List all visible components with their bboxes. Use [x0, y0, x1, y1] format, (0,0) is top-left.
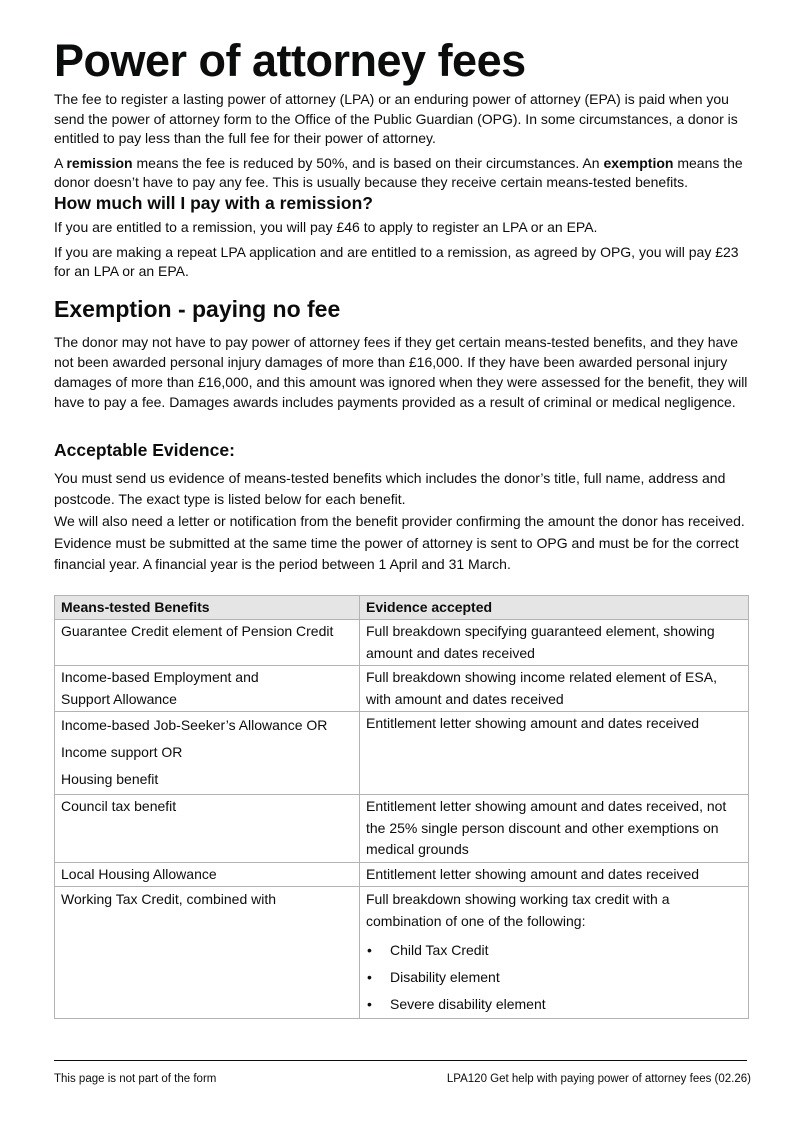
benefit-cell: Local Housing Allowance — [55, 862, 360, 887]
evidence-cell: Entitlement letter showing amount and dates received — [360, 712, 749, 795]
intro-section — [54, 90, 748, 193]
evidence-text: Full breakdown showing working tax credit with a combination of one of the following: — [366, 891, 670, 929]
header-means-tested-benefits: Means-tested Benefits — [55, 596, 360, 620]
table-header-row — [55, 596, 749, 620]
table-row — [55, 862, 749, 887]
table-row — [55, 887, 749, 1019]
list-item: • Severe disability element — [366, 991, 742, 1018]
benefit-cell: Council tax benefit — [55, 795, 360, 863]
evidence-cell: Full breakdown specifying guaranteed element, showing amount and dates received — [360, 620, 749, 666]
evidence-cell: Entitlement letter showing amount and dates received, not the 25% single person discount and other exemptions on medical grounds — [360, 795, 749, 863]
remission-heading: How much will I pay with a remission? — [54, 193, 373, 213]
benefit-cell: Income-based Employment and Support Allowance — [55, 666, 360, 712]
remission-section — [54, 192, 748, 282]
list-item: • Disability element — [366, 964, 742, 991]
table-row — [55, 712, 749, 795]
intro-paragraph-1: The fee to register a lasting power of attorney (LPA) or an enduring power of attorney (EPA) is paid when you send the power of attorney form to the Office of the Public Guardian (OPG). In some circumstances, a donor is entitled to pay less than the full fee for their power of attorney. — [54, 91, 738, 146]
header-evidence-accepted: Evidence accepted — [360, 596, 749, 620]
exemption-paragraph: The donor may not have to pay power of attorney fees if they get certain means-tested benefits, and they have not been awarded personal injury damages of more than £16,000. If they have been awarded personal injury damages of more than £16,000, and this amount was ignored when they were assessed for the benefit, they will have to pay a fee. Damages awards includes payments provided as a result of criminal or medical negligence. — [54, 334, 748, 410]
evidence-heading: Acceptable Evidence: — [54, 440, 235, 460]
table-row — [55, 795, 749, 863]
evidence-paragraph-1: You must send us evidence of means-tested benefits which includes the donor’s title, full name, address and postcode. The exact type is listed below for each benefit. — [54, 470, 726, 507]
exemption-term: exemption — [603, 154, 674, 171]
intro-paragraph-2: A remission means the fee is reduced by 50%, and is based on their circumstances. An exemption means the donor doesn’t have to pay any fee. This is usually because they receive certain means-tested benefits. — [54, 154, 743, 190]
footer-divider — [54, 1060, 747, 1061]
evidence-section — [54, 439, 748, 576]
exemption-section — [54, 295, 748, 412]
page-title: Power of attorney fees — [54, 35, 526, 86]
evidence-cell: Full breakdown showing income related element of ESA, with amount and dates received — [360, 666, 749, 712]
table-row — [55, 620, 749, 666]
evidence-paragraph-2: We will also need a letter or notification from the benefit provider confirming the amount the donor has received. Evidence must be submitted at the same time the power of attorney is sent to OPG and must be for the correct financial year. A financial year is the period between 1 April and 31 March. — [54, 513, 745, 572]
remission-paragraph-1: If you are entitled to a remission, you will pay £46 to apply to register an LPA or an EPA. — [54, 219, 598, 235]
table-row — [55, 666, 749, 712]
benefit-cell: Working Tax Credit, combined with — [55, 887, 360, 1019]
footer-note: This page is not part of the form — [54, 1073, 217, 1085]
benefit-cell: Guarantee Credit element of Pension Credit — [55, 620, 360, 666]
remission-term: remission — [66, 154, 133, 171]
exemption-heading: Exemption - paying no fee — [54, 296, 341, 322]
list-item: • Child Tax Credit — [366, 937, 742, 964]
footer-form-reference: LPA120 Get help with paying power of attorney fees (02.26) — [446, 1073, 751, 1085]
evidence-cell: Entitlement letter showing amount and dates received — [360, 862, 749, 887]
evidence-cell — [360, 887, 749, 1019]
remission-paragraph-2: If you are making a repeat LPA application and are entitled to a remission, as agreed by OPG, you will pay £23 for an LPA or an EPA. — [54, 243, 739, 279]
benefits-evidence-table — [54, 595, 749, 1019]
evidence-bullet-list — [366, 937, 742, 1018]
benefit-cell: Income-based Job-Seeker’s Allowance OR Income support OR Housing benefit — [55, 712, 360, 795]
